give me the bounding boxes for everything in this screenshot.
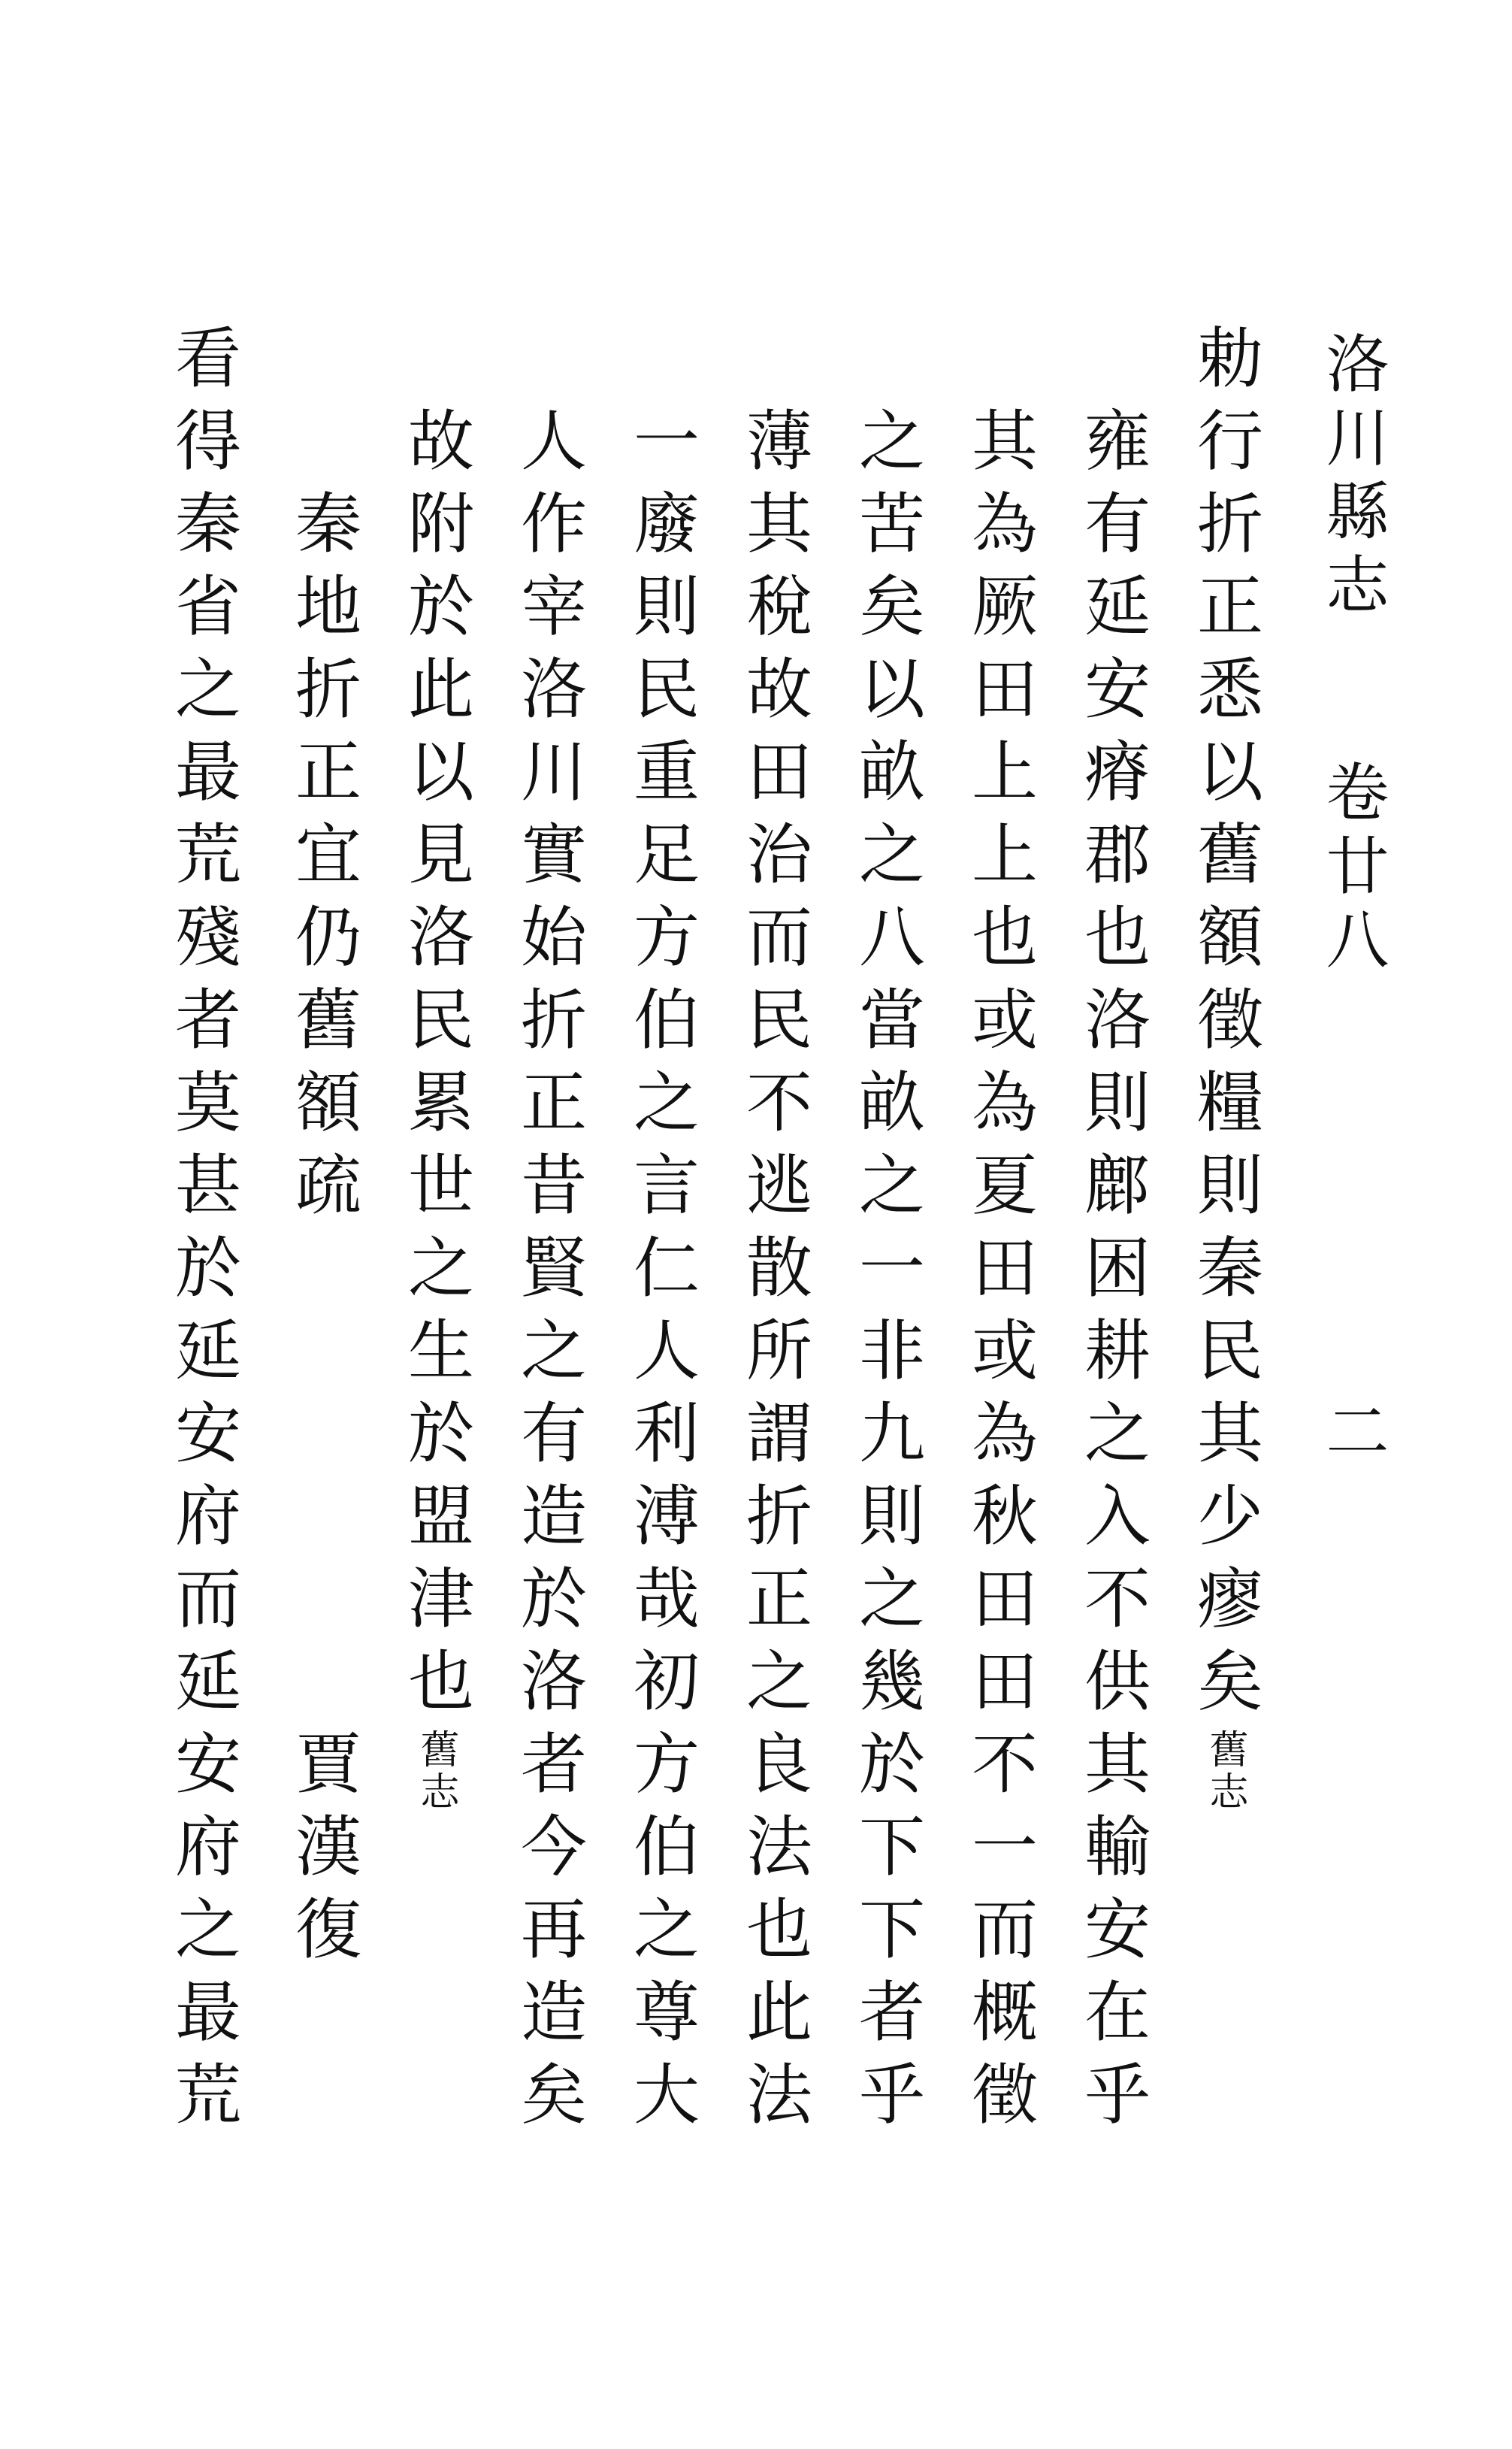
memorial-title: 秦地折正宜仍舊額疏 xyxy=(285,489,362,1233)
column-8-note: 舊志 xyxy=(413,1729,458,1813)
text-column-7 xyxy=(503,406,594,2142)
column-10-text: 看得秦省之最荒殘者莫甚於延安府而延安府之最荒 xyxy=(165,323,242,2142)
column-5-text: 薄其稅故田治而民不逃散所謂折正之良法也此法 xyxy=(736,406,813,2142)
column-8-text: 故附於此以見洛民累世之生於盟津也 xyxy=(398,406,475,1729)
text-column-5 xyxy=(729,406,819,2142)
text-column-10 xyxy=(158,323,248,2142)
column-4-text: 之苦矣以畝之八當畝之一非九則之幾於下下者乎 xyxy=(848,406,926,2142)
text-column-3 xyxy=(954,406,1045,2142)
text-column-2 xyxy=(1067,406,1157,2142)
chapter-label: 卷廿八 xyxy=(1316,759,1390,980)
memorial-author-column xyxy=(278,1729,368,1977)
text-column-4 xyxy=(842,406,932,2142)
text-column-9 xyxy=(278,489,368,1233)
column-6-text: 一廢則民重足方伯之言仁人利溥哉初方伯之尊大 xyxy=(623,406,700,2142)
text-column-8 xyxy=(391,406,481,1819)
column-3-text: 其為厥田上上也或為夏田或為秋田田不一而概徵 xyxy=(961,406,1039,2142)
column-7-text: 人作宰洛川實始折正昔賢之有造於洛者今再造矣 xyxy=(510,406,588,2142)
memorial-author: 賈漢復 xyxy=(285,1729,362,1977)
column-1-note: 舊志 xyxy=(1202,1729,1247,1813)
text-column-6 xyxy=(616,406,706,2142)
page-number: 二 xyxy=(1316,1398,1390,1472)
column-2-text: 雍有延安瘠郡也洛則鄜困耕之入不供其輸安在乎 xyxy=(1074,406,1151,2142)
book-title: 洛川縣志 xyxy=(1316,331,1390,625)
text-column-1 xyxy=(1180,323,1270,1819)
column-1-text: 勅行折正悉以舊額徵糧則秦民其少瘳矣 xyxy=(1187,323,1264,1729)
